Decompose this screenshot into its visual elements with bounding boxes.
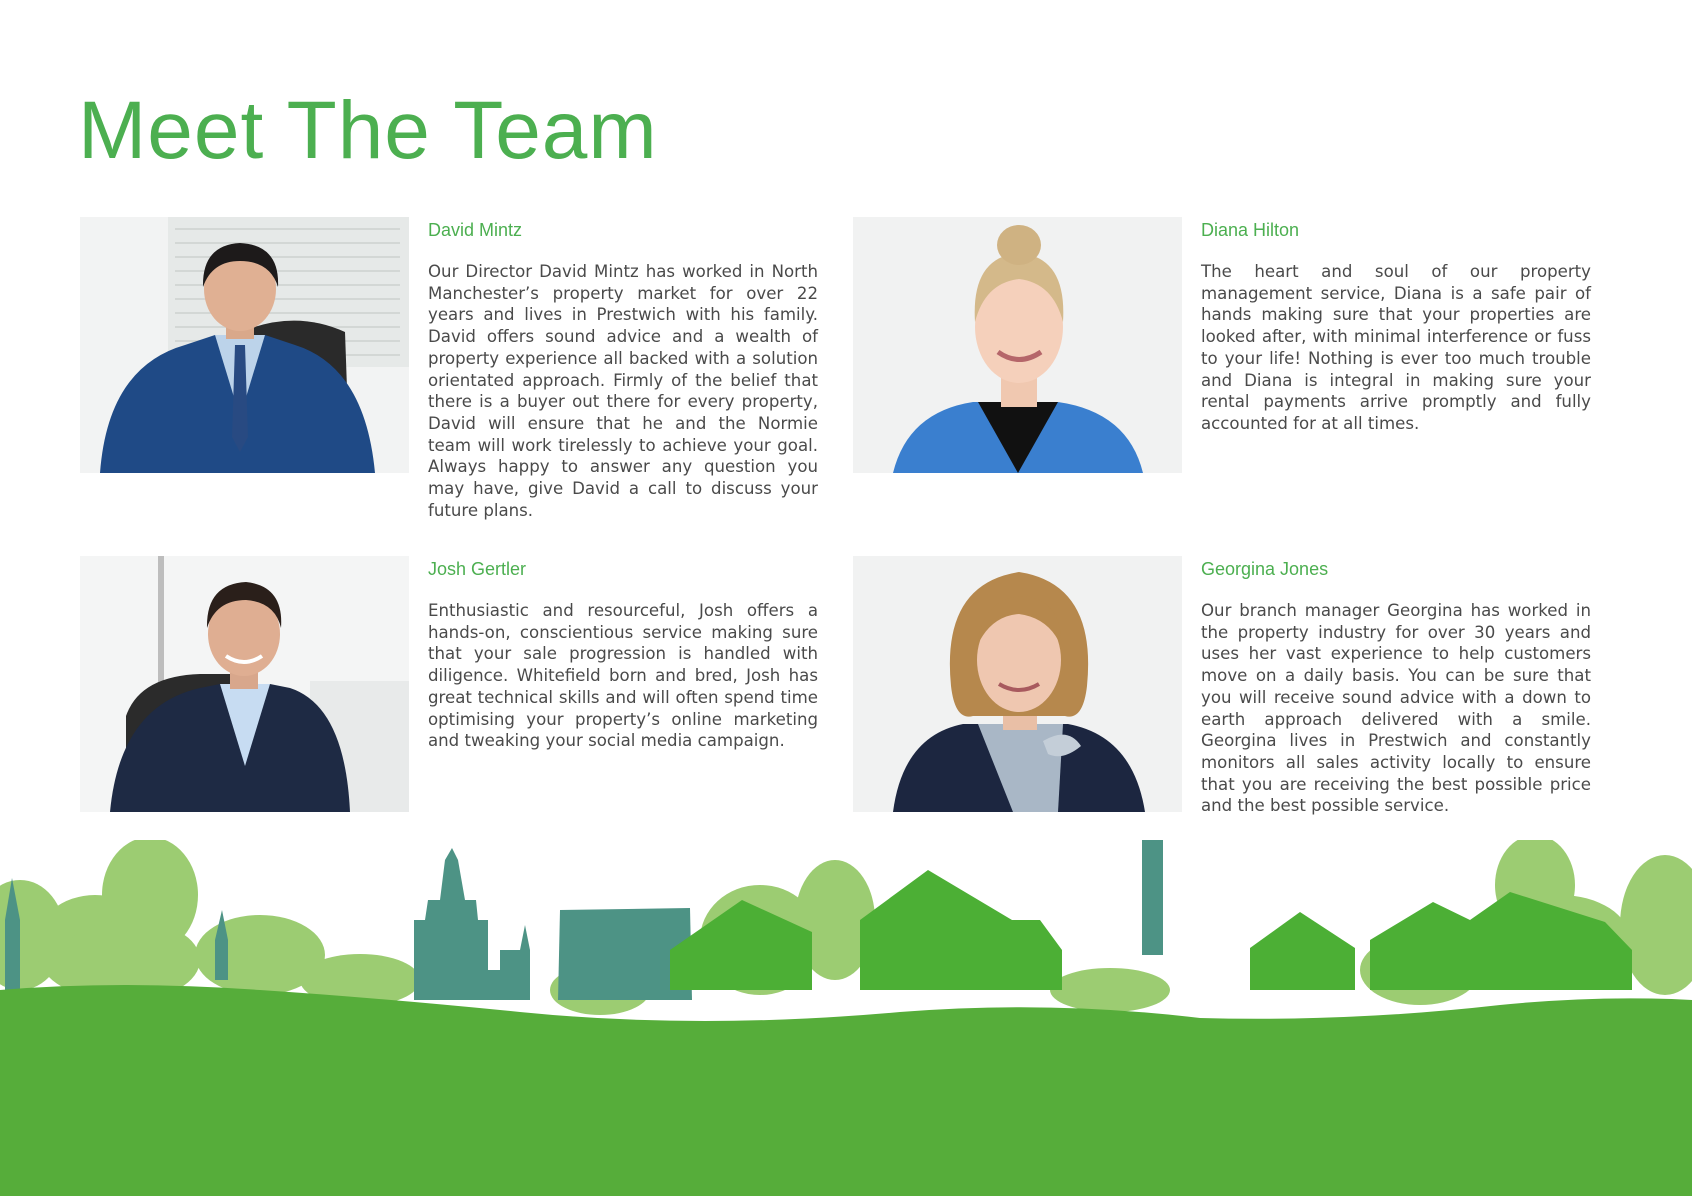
team-member-bio: Enthusiastic and resourceful, Josh offers a hands-on, conscientious service making sure that your sale progression is handled with diligence. Whitefield born and bred, Josh has great technical skills and will often spend time optimising your property’s online marketing and tweaking your social media campaign. bbox=[428, 601, 818, 751]
team-member-name: David Mintz bbox=[428, 220, 523, 240]
team-member-photo bbox=[853, 556, 1182, 812]
team-member-name: Georgina Jones bbox=[1201, 559, 1329, 579]
team-member-photo bbox=[80, 217, 409, 473]
team-member-card bbox=[80, 217, 850, 520]
team-member-card bbox=[853, 217, 1623, 487]
team-member-card bbox=[853, 556, 1623, 826]
team-member-card bbox=[80, 556, 850, 826]
team-member-photo bbox=[80, 556, 409, 812]
team-member-bio: Our Director David Mintz has worked in North Manchester’s property market for over 22 years and lives in Prestwich with his family. David offers sound advice and a wealth of property experience all backed with a solution orientated approach. Firmly of the belief that there is a buyer out there for every property, David will ensure that he and the Normie team will work tirelessly to achieve your goal. Always happy to answer any question you may have, give David a call to discuss your future plans. bbox=[428, 262, 818, 520]
skyline-illustration bbox=[0, 840, 1692, 1196]
team-member-photo bbox=[853, 217, 1182, 473]
page-title: Meet The Team bbox=[78, 85, 658, 176]
team-member-bio: The heart and soul of our property management service, Diana is a safe pair of hands making sure that your properties are looked after, with minimal interference or fuss to your life! Nothing is ever too much trouble and Diana is integral in making sure your rental payments arrive promptly and fully accounted for at all times. bbox=[1201, 262, 1591, 433]
team-member-name: Josh Gertler bbox=[428, 559, 527, 579]
team-member-name: Diana Hilton bbox=[1201, 220, 1300, 240]
team-member-bio: Our branch manager Georgina has worked in the property industry for over 30 years and uses her vast experience to help customers move on a daily basis. You can be sure that you will receive sound advice with a down to earth approach delivered with a smile. Georgina lives in Prestwich and constantly monitors all sales activity locally to ensure that you are receiving the best possible price and the best possible service. bbox=[1201, 601, 1591, 816]
